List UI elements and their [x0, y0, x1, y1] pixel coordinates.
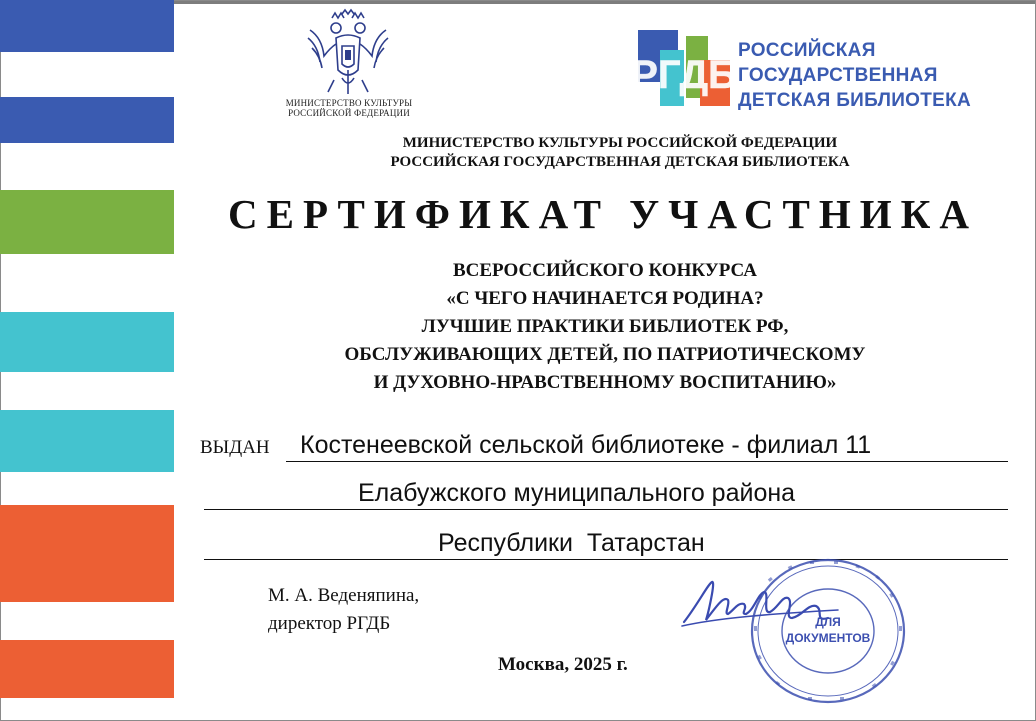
- contest-line-4: ОБСЛУЖИВАЮЩИХ ДЕТЕЙ, ПО ПАТРИОТИЧЕСКОМУ: [344, 344, 866, 365]
- stripe-orange-2: [0, 640, 174, 698]
- rgdb-name-line-2: ГОСУДАРСТВЕННАЯ: [738, 65, 938, 86]
- recipient-underline-1: [286, 461, 1008, 462]
- place-and-year: Москва, 2025 г.: [498, 654, 628, 675]
- official-stamp: [748, 556, 908, 706]
- contest-description: [260, 257, 950, 397]
- issued-label: ВЫДАН: [200, 437, 270, 458]
- stripe-blue-1: [0, 0, 174, 52]
- signer-name: М. А. Веденяпина,: [268, 585, 420, 606]
- double-headed-eagle-emblem: [302, 8, 394, 98]
- stripe-orange-1: [0, 505, 174, 602]
- rgdb-logo: [631, 30, 737, 112]
- stamp-center-line-2: ДОКУМЕНТОВ: [785, 631, 871, 645]
- recipient-line-2: Елабужского муниципального района: [358, 479, 796, 507]
- emblem-caption-line-1: МИНИСТЕРСТВО КУЛЬТУРЫ: [285, 98, 413, 108]
- signer-block: [268, 582, 419, 638]
- stamp-center-line-1: ДЛЯ: [815, 615, 841, 629]
- rgdb-logo-text: РГДБ: [631, 53, 737, 97]
- stripe-green: [0, 190, 174, 254]
- recipient-line-1: Костенеевской сельской библиотеке - филиал 11: [300, 431, 872, 459]
- stripe-cyan-2: [0, 410, 174, 472]
- contest-line-1: ВСЕРОССИЙСКОГО КОНКУРСА: [452, 260, 758, 281]
- signer-position: директор РГДБ: [268, 613, 391, 634]
- organization-header: [300, 134, 940, 172]
- header-line-1: МИНИСТЕРСТВО КУЛЬТУРЫ РОССИЙСКОЙ ФЕДЕРАЦИИ: [402, 135, 838, 151]
- contest-line-5: И ДУХОВНО-НРАВСТВЕННОМУ ВОСПИТАНИЮ»: [373, 372, 837, 393]
- header-line-2: РОССИЙСКАЯ ГОСУДАРСТВЕННАЯ ДЕТСКАЯ БИБЛИОТЕКА: [390, 154, 850, 170]
- stripe-blue-2: [0, 97, 174, 143]
- contest-line-2: «С ЧЕГО НАЧИНАЕТСЯ РОДИНА?: [446, 288, 764, 309]
- rgdb-name: [738, 38, 971, 113]
- emblem-caption-line-2: РОССИЙСКОЙ ФЕДЕРАЦИИ: [288, 108, 410, 118]
- recipient-underline-2: [204, 509, 1008, 510]
- rgdb-name-line-3: ДЕТСКАЯ БИБЛИОТЕКА: [738, 90, 972, 111]
- stripe-cyan-1: [0, 312, 174, 372]
- rgdb-name-line-1: РОССИЙСКАЯ: [738, 40, 876, 61]
- contest-line-3: ЛУЧШИЕ ПРАКТИКИ БИБЛИОТЕК РФ,: [421, 316, 789, 337]
- recipient-line-3: Республики Татарстан: [438, 529, 705, 557]
- certificate-title: СЕРТИФИКАТ УЧАСТНИКА: [228, 191, 978, 237]
- ministry-emblem-caption: [270, 98, 428, 118]
